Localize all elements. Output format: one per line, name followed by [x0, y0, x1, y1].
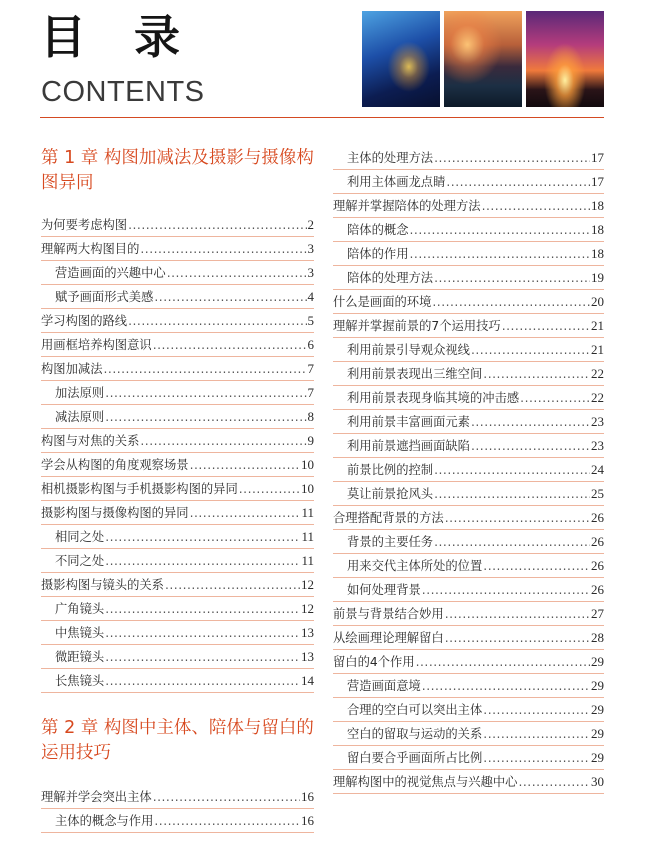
page-number: 26 [591, 510, 604, 525]
toc-subentry[interactable] [41, 645, 314, 669]
toc-entry[interactable] [333, 770, 604, 794]
entry-title: 为何要考虑构图 [41, 218, 128, 232]
header-divider [40, 117, 604, 118]
dot-leader [471, 410, 590, 434]
entry-title: 相同之处 [55, 530, 105, 544]
page-number: 25 [591, 486, 604, 501]
page-number: 4 [307, 289, 314, 304]
page-number: 30 [591, 774, 604, 789]
toc-subentry[interactable] [333, 674, 604, 698]
dot-leader [422, 674, 590, 698]
page-number: 21 [591, 318, 604, 333]
toc-subentry[interactable] [41, 525, 314, 549]
dot-leader [153, 333, 307, 357]
entry-title: 不同之处 [55, 554, 105, 568]
dot-leader [445, 602, 590, 626]
dot-leader [105, 597, 300, 621]
dot-leader [128, 309, 306, 333]
entry-title: 什么是画面的环境 [333, 295, 432, 309]
entry-title: 莫让前景抢风头 [347, 487, 434, 501]
toc-subentry[interactable] [333, 746, 604, 770]
purple-sunset-landscape-photo [526, 11, 604, 107]
toc-subentry[interactable] [41, 597, 314, 621]
toc-subentry[interactable] [41, 405, 314, 429]
dot-leader [105, 381, 306, 405]
toc-entry[interactable] [333, 602, 604, 626]
page-number: 11 [301, 553, 314, 568]
waterfall-mountain-sunset-photo [444, 11, 522, 107]
dot-leader [445, 506, 590, 530]
toc-subentry[interactable] [333, 482, 604, 506]
dot-leader [165, 573, 300, 597]
title-chinese: 目录 [40, 10, 228, 64]
toc-entry[interactable] [41, 237, 314, 261]
toc-subentry[interactable] [333, 266, 604, 290]
page-number: 20 [591, 294, 604, 309]
page-number: 23 [591, 438, 604, 453]
toc-entry[interactable] [41, 785, 314, 809]
page-number: 21 [591, 342, 604, 357]
entry-title: 利用前景丰富画面元素 [347, 415, 470, 429]
page-number: 28 [591, 630, 604, 645]
page-number: 11 [301, 529, 314, 544]
toc-subentry[interactable] [333, 410, 604, 434]
dot-leader [167, 261, 307, 285]
page-number: 6 [307, 337, 314, 352]
entry-title: 留白要合乎画面所占比例 [347, 751, 483, 765]
page-number: 27 [591, 606, 604, 621]
header-photo-strip [362, 11, 604, 107]
dot-leader [483, 362, 590, 386]
page-number: 29 [591, 702, 604, 717]
entry-title: 学会从构图的角度观察场景 [41, 458, 189, 472]
toc-subentry[interactable] [333, 698, 604, 722]
entry-title: 理解两大构图目的 [41, 242, 140, 256]
dot-leader [416, 650, 590, 674]
page-number: 16 [301, 789, 314, 804]
page-number: 14 [301, 673, 314, 688]
entry-title: 中焦镜头 [55, 626, 105, 640]
dot-leader [105, 525, 300, 549]
city-highway-night-photo [362, 11, 440, 107]
page-number: 26 [591, 534, 604, 549]
entry-title: 长焦镜头 [55, 674, 105, 688]
entry-title: 如何处理背景 [347, 583, 421, 597]
dot-leader [471, 434, 590, 458]
dot-leader [518, 770, 590, 794]
entry-title: 前景与背景结合妙用 [333, 607, 444, 621]
toc-entry[interactable] [333, 314, 604, 338]
entry-title: 背景的主要任务 [347, 535, 434, 549]
dot-leader [239, 477, 300, 501]
page-number: 10 [301, 481, 314, 496]
page-number: 5 [307, 313, 314, 328]
dot-leader [410, 218, 591, 242]
dot-leader [410, 242, 591, 266]
page-number: 29 [591, 678, 604, 693]
toc-subentry[interactable] [333, 170, 604, 194]
toc-entry[interactable] [333, 650, 604, 674]
dot-leader [105, 669, 300, 693]
toc-subentry[interactable] [41, 261, 314, 285]
chapter-2-heading: 第 2 章 构图中主体、陪体与留白的运用技巧 [41, 718, 314, 763]
toc-subentry[interactable] [333, 362, 604, 386]
chapter-1-entries [41, 213, 314, 693]
page-number: 2 [307, 217, 314, 232]
dot-leader [154, 285, 306, 309]
entry-title: 赋予画面形式美感 [55, 290, 154, 304]
toc-entry[interactable] [333, 506, 604, 530]
entry-title: 构图与对焦的关系 [41, 434, 140, 448]
dot-leader [105, 645, 300, 669]
toc-subentry[interactable] [333, 146, 604, 170]
dot-leader [104, 357, 307, 381]
dot-leader [520, 386, 590, 410]
toc-entry[interactable] [41, 429, 314, 453]
dot-leader [190, 501, 301, 525]
entry-title: 营造画面意境 [347, 679, 421, 693]
toc-subentry[interactable] [333, 530, 604, 554]
entry-title: 构图加减法 [41, 362, 103, 376]
entry-title: 广角镜头 [55, 602, 105, 616]
entry-title: 留白的4个作用 [333, 655, 415, 669]
chapter-2-entries [41, 785, 314, 833]
toc-subentry[interactable] [333, 578, 604, 602]
entry-title: 学习构图的路线 [41, 314, 128, 328]
dot-leader [432, 290, 590, 314]
entry-title: 摄影构图与摄像构图的异同 [41, 506, 189, 520]
entry-title: 营造画面的兴趣中心 [55, 266, 166, 280]
entry-title: 主体的概念与作用 [55, 814, 154, 828]
page-number: 22 [591, 390, 604, 405]
entry-title: 利用主体画龙点睛 [347, 175, 446, 189]
toc-subentry[interactable] [333, 434, 604, 458]
page-number: 16 [301, 813, 314, 828]
dot-leader [105, 621, 300, 645]
dot-leader [482, 194, 590, 218]
toc-left-column [41, 146, 314, 833]
toc-subentry[interactable] [333, 386, 604, 410]
page-number: 19 [591, 270, 604, 285]
toc-subentry[interactable] [333, 338, 604, 362]
entry-title: 利用前景表现出三维空间 [347, 367, 483, 381]
toc-entry[interactable] [41, 309, 314, 333]
toc-entry[interactable] [41, 501, 314, 525]
dot-leader [128, 213, 306, 237]
dot-leader [483, 698, 590, 722]
dot-leader [483, 722, 590, 746]
dot-leader [483, 554, 590, 578]
toc-entry[interactable] [333, 290, 604, 314]
page-number: 9 [307, 433, 314, 448]
page-number: 18 [591, 246, 604, 261]
toc-subentry[interactable] [41, 549, 314, 573]
toc-entry[interactable] [41, 477, 314, 501]
page-number: 10 [301, 457, 314, 472]
toc-subentry[interactable] [41, 381, 314, 405]
page-number: 12 [301, 601, 314, 616]
page-number: 29 [591, 750, 604, 765]
dot-leader [446, 170, 590, 194]
page-number: 26 [591, 558, 604, 573]
dot-leader [190, 453, 300, 477]
toc-subentry[interactable] [333, 218, 604, 242]
entry-title: 合理搭配背景的方法 [333, 511, 444, 525]
toc-entry[interactable] [41, 573, 314, 597]
toc-entry[interactable] [41, 357, 314, 381]
entry-title: 理解并掌握陪体的处理方法 [333, 199, 481, 213]
dot-leader [483, 746, 590, 770]
dot-leader [153, 785, 300, 809]
dot-leader [422, 578, 590, 602]
dot-leader [434, 458, 590, 482]
toc-subentry[interactable] [41, 621, 314, 645]
entry-title: 理解并学会突出主体 [41, 790, 152, 804]
entry-title: 前景比例的控制 [347, 463, 434, 477]
page-number: 7 [307, 385, 314, 400]
toc-subentry[interactable] [333, 554, 604, 578]
entry-title: 用来交代主体所处的位置 [347, 559, 483, 573]
dot-leader [154, 809, 300, 833]
dot-leader [105, 405, 306, 429]
dot-leader [445, 626, 590, 650]
entry-title: 利用前景引导观众视线 [347, 343, 470, 357]
page-number: 18 [591, 222, 604, 237]
page-number: 18 [591, 198, 604, 213]
dot-leader [434, 482, 590, 506]
entry-title: 利用前景表现身临其境的冲击感 [347, 391, 520, 405]
page-number: 23 [591, 414, 604, 429]
chapter-2-entries-continued [333, 146, 604, 794]
dot-leader [105, 549, 300, 573]
entry-title: 相机摄影构图与手机摄影构图的异同 [41, 482, 238, 496]
page-number: 3 [307, 265, 314, 280]
entry-title: 减法原则 [55, 410, 105, 424]
page-number: 13 [301, 649, 314, 664]
toc-subentry[interactable] [41, 285, 314, 309]
entry-title: 从绘画理论理解留白 [333, 631, 444, 645]
page-number: 3 [307, 241, 314, 256]
entry-title: 利用前景遮挡画面缺陷 [347, 439, 470, 453]
dot-leader [434, 266, 590, 290]
dot-leader [434, 146, 590, 170]
entry-title: 空白的留取与运动的关系 [347, 727, 483, 741]
toc-entry[interactable] [41, 453, 314, 477]
title-english: CONTENTS [41, 76, 205, 108]
page-number: 13 [301, 625, 314, 640]
dot-leader [140, 429, 306, 453]
entry-title: 陪体的概念 [347, 223, 409, 237]
page-number: 24 [591, 462, 604, 477]
dot-leader [471, 338, 590, 362]
entry-title: 理解构图中的视觉焦点与兴趣中心 [333, 775, 518, 789]
toc-subentry[interactable] [333, 242, 604, 266]
entry-title: 理解并掌握前景的7个运用技巧 [333, 319, 501, 333]
dot-leader [502, 314, 590, 338]
page-number: 17 [591, 150, 604, 165]
toc-subentry[interactable] [333, 722, 604, 746]
toc-right-column [333, 146, 604, 794]
toc-subentry[interactable] [41, 809, 314, 833]
entry-title: 陪体的作用 [347, 247, 409, 261]
entry-title: 主体的处理方法 [347, 151, 434, 165]
entry-title: 加法原则 [55, 386, 105, 400]
entry-title: 陪体的处理方法 [347, 271, 434, 285]
page-number: 17 [591, 174, 604, 189]
page-number: 29 [591, 726, 604, 741]
toc-entry[interactable] [333, 194, 604, 218]
toc-subentry[interactable] [41, 669, 314, 693]
page-number: 7 [307, 361, 314, 376]
toc-entry[interactable] [333, 626, 604, 650]
page-number: 12 [301, 577, 314, 592]
entry-title: 用画框培养构图意识 [41, 338, 152, 352]
page-number: 26 [591, 582, 604, 597]
entry-title: 摄影构图与镜头的关系 [41, 578, 164, 592]
toc-entry[interactable] [41, 333, 314, 357]
page-number: 29 [591, 654, 604, 669]
toc-entry[interactable] [41, 213, 314, 237]
page-number: 11 [301, 505, 314, 520]
entry-title: 微距镜头 [55, 650, 105, 664]
toc-subentry[interactable] [333, 458, 604, 482]
page-number: 8 [307, 409, 314, 424]
entry-title: 合理的空白可以突出主体 [347, 703, 483, 717]
page-number: 22 [591, 366, 604, 381]
chapter-1-heading: 第 1 章 构图加减法及摄影与摄像构图异同 [41, 148, 314, 193]
dot-leader [434, 530, 590, 554]
dot-leader [140, 237, 306, 261]
